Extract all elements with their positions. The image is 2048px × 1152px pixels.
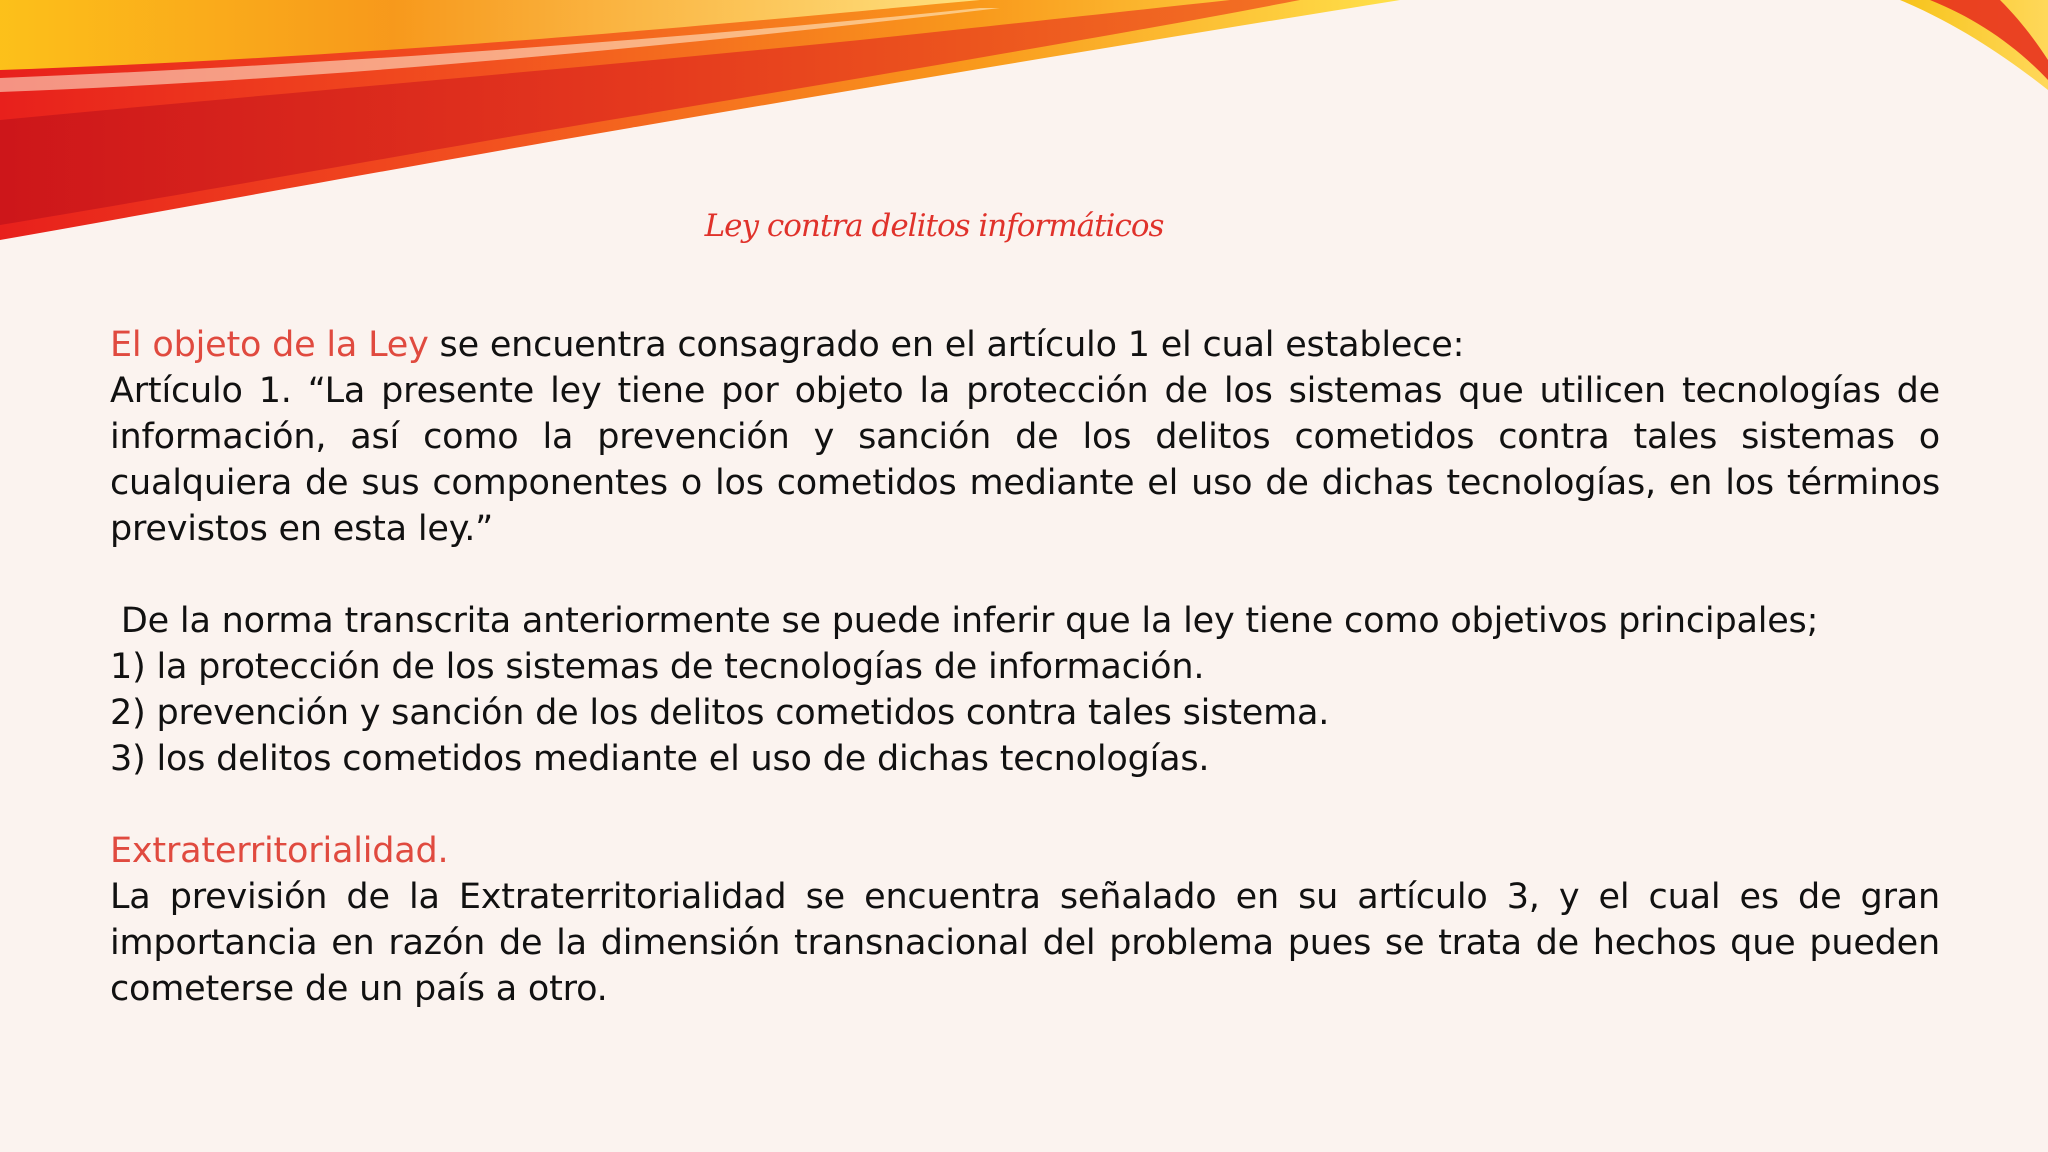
- spacer: [110, 782, 1940, 828]
- article-1-text: Artículo 1. “La presente ley tiene por objeto la protección de los sistemas que utilicen tecnologías de información, así como la prevención y sanción de los delitos cometidos contra tales sistemas o cualquiera de sus componentes o los cometidos mediante el uso de dichas tecnologías, en los términos previstos en esta ley.”: [110, 371, 1940, 549]
- objective-item: 1) la protección de los sistemas de tecnologías de información.: [110, 647, 1205, 687]
- slide-title: Ley contra delitos informáticos: [704, 208, 1164, 244]
- spacer: [110, 552, 1940, 598]
- section2-intro: De la norma transcrita anteriormente se puede inferir que la ley tiene como objetivos principales;: [110, 601, 1819, 641]
- slide-body: [110, 322, 1940, 1012]
- section1-lead-rest: se encuentra consagrado en el artículo 1 el cual establece:: [428, 325, 1465, 365]
- extraterritoriality-heading: Extraterritorialidad.: [110, 831, 449, 871]
- extraterritoriality-text: La previsión de la Extraterritorialidad se encuentra señalado en su artículo 3, y el cual es de gran importancia en razón de la dimensión transnacional del problema pues se trata de hechos que pueden cometerse de un país a otro.: [110, 877, 1940, 1009]
- objective-item: 3) los delitos cometidos mediante el uso de dichas tecnologías.: [110, 739, 1210, 779]
- section1-lead: [110, 322, 1940, 368]
- objective-item: 2) prevención y sanción de los delitos cometidos contra tales sistema.: [110, 693, 1330, 733]
- object-of-law-highlight: El objeto de la Ley: [110, 325, 429, 365]
